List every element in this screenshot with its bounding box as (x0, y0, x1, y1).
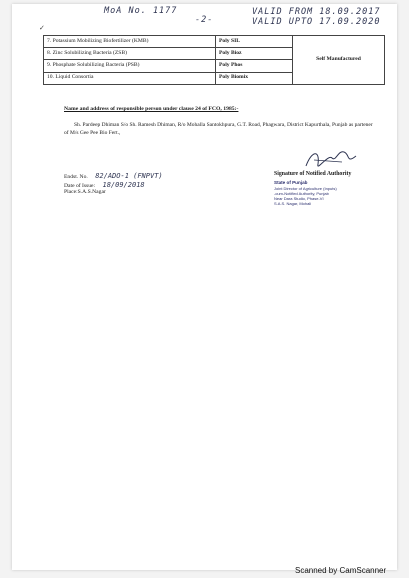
brand-name: Poly Phos (216, 60, 293, 72)
handwritten-page-number: -2- (195, 15, 214, 25)
place: Place:S.A.S.Nagar (64, 189, 106, 195)
endorsement-number (64, 172, 163, 180)
brand-name: Poly Biomix (216, 72, 293, 84)
products-table (43, 35, 385, 85)
date-value: 18/09/2018 (102, 181, 145, 189)
signature-scribble-icon (302, 146, 362, 174)
handwritten-reg-no: MoA No. 1177 (104, 6, 178, 16)
date-of-issue (64, 181, 145, 189)
handwritten-valid-from: VALID FROM 18.09.2017 (252, 7, 381, 17)
table-row (44, 36, 385, 48)
signature-title: Signature of Notified Authority (274, 171, 352, 177)
source-remark: Self Manufactured (293, 36, 385, 85)
brand-name: Poly Bioz (216, 48, 293, 60)
endst-value: 82/ADO-1 (FNPVT) (95, 172, 163, 180)
date-label: Date of Issue: (64, 183, 96, 189)
stamp-line: State of Punjab (274, 180, 308, 185)
product-name: 7. Potassium Mobilizing Biofertilizer (KMB) (44, 36, 216, 48)
brand-name: Poly SIL (216, 36, 293, 48)
product-name: 8. Zinc Solubilizing Bacteria (ZSB) (44, 48, 216, 60)
product-name: 10. Liquid Consortia (44, 72, 216, 84)
handwritten-valid-upto: VALID UPTO 17.09.2020 (252, 17, 381, 27)
endst-label: Endst. No. (64, 174, 88, 180)
stamp-line: -cum-Notified Authority, Punjab (274, 191, 329, 196)
stamp-line: Joint Director of Agriculture (Inputs) (274, 186, 337, 191)
responsible-person-heading: Name and address of responsible person under clause 24 of FCO, 1985:- (64, 106, 239, 112)
product-name: 9. Phosphate Solubilizing Bacteria (PSB) (44, 60, 216, 72)
camscanner-watermark: Scanned by CamScanner (295, 566, 387, 575)
tick-mark-icon: ✓ (39, 24, 45, 32)
stamp-line: Near Dara Studio, Phase-VI (274, 196, 324, 201)
responsible-person-text: Sh. Pardeep Dhiman S/o Sh. Ramesh Dhiman, R/o Mohalla Santokhpura, G.T. Road, Phagwara, District Kapurthala, Punjab as partener of M/s Gee Pee Bio Fert., (64, 122, 373, 136)
stamp-line: S.A.S. Nagar, Mohali (274, 201, 312, 206)
document-page (12, 4, 397, 575)
